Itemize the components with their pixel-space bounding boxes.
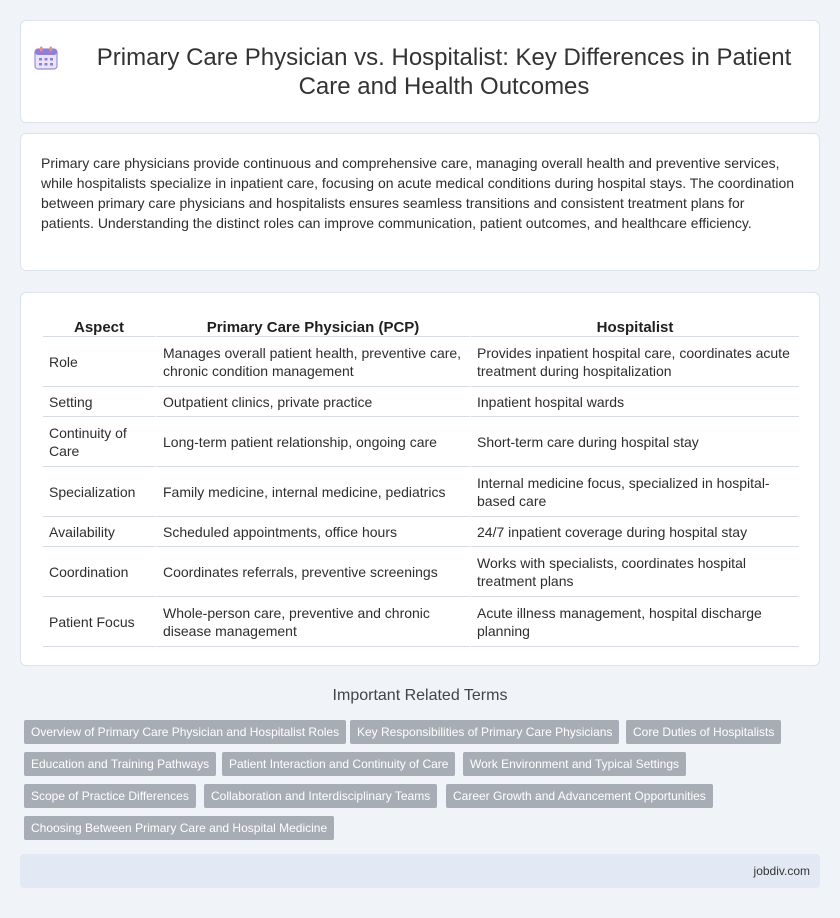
aspect-cell: Availability bbox=[43, 517, 157, 547]
hospitalist-cell: Provides inpatient hospital care, coordinates acute treatment during hospitalization bbox=[471, 337, 799, 387]
intro-card bbox=[20, 133, 820, 271]
table-row bbox=[43, 387, 799, 417]
intro-paragraph: Primary care physicians provide continuous and comprehensive care, managing overall health and preventive services, while hospitalists specialize in inpatient care, focusing on acute medical conditions during hospital stays. The coordination between primary care physicians and hospitalists ensures seamless transitions and consistent treatment plans for patients. Understanding the distinct roles can improve communication, patient outcomes, and healthcare efficiency. bbox=[41, 155, 795, 231]
related-term-tag[interactable]: Collaboration and Interdisciplinary Teams bbox=[204, 784, 437, 808]
hospitalist-cell: Inpatient hospital wards bbox=[471, 387, 799, 417]
related-term-tag[interactable]: Career Growth and Advancement Opportunities bbox=[446, 784, 713, 808]
hospitalist-cell: Short-term care during hospital stay bbox=[471, 417, 799, 467]
page-title: Primary Care Physician vs. Hospitalist: Key Differences in Patient Care and Health Outcomes bbox=[96, 44, 792, 100]
table-row bbox=[43, 337, 799, 387]
related-terms-heading: Important Related Terms bbox=[332, 687, 508, 704]
comparison-table-card bbox=[20, 292, 820, 666]
aspect-cell: Setting bbox=[43, 387, 157, 417]
header-hospitalist: Hospitalist bbox=[471, 315, 799, 337]
related-term-tag[interactable]: Key Responsibilities of Primary Care Physicians bbox=[350, 720, 619, 744]
related-term-tag[interactable]: Choosing Between Primary Care and Hospital Medicine bbox=[24, 816, 334, 840]
aspect-cell: Role bbox=[43, 337, 157, 387]
comparison-table bbox=[43, 315, 799, 647]
table-row bbox=[43, 417, 799, 467]
pcp-cell: Outpatient clinics, private practice bbox=[157, 387, 471, 417]
calendar-icon bbox=[33, 45, 59, 71]
pcp-cell: Coordinates referrals, preventive screenings bbox=[157, 547, 471, 597]
header-pcp: Primary Care Physician (PCP) bbox=[157, 315, 471, 337]
table-row bbox=[43, 597, 799, 647]
pcp-cell: Family medicine, internal medicine, pediatrics bbox=[157, 467, 471, 517]
hospitalist-cell: Internal medicine focus, specialized in hospital-based care bbox=[471, 467, 799, 517]
footer-site-link[interactable]: jobdiv.com bbox=[753, 864, 810, 878]
hospitalist-cell: 24/7 inpatient coverage during hospital stay bbox=[471, 517, 799, 547]
related-term-tag[interactable]: Work Environment and Typical Settings bbox=[463, 752, 686, 776]
pcp-cell: Whole-person care, preventive and chronic disease management bbox=[157, 597, 471, 647]
pcp-cell: Manages overall patient health, preventive care, chronic condition management bbox=[157, 337, 471, 387]
related-term-tag[interactable]: Core Duties of Hospitalists bbox=[626, 720, 781, 744]
pcp-cell: Scheduled appointments, office hours bbox=[157, 517, 471, 547]
related-term-tag[interactable]: Scope of Practice Differences bbox=[24, 784, 196, 808]
aspect-cell: Continuity of Care bbox=[43, 417, 157, 467]
aspect-cell: Patient Focus bbox=[43, 597, 157, 647]
aspect-cell: Coordination bbox=[43, 547, 157, 597]
table-row bbox=[43, 467, 799, 517]
header-aspect: Aspect bbox=[43, 315, 157, 337]
table-row bbox=[43, 547, 799, 597]
hospitalist-cell: Works with specialists, coordinates hospital treatment plans bbox=[471, 547, 799, 597]
related-term-tag[interactable]: Overview of Primary Care Physician and Hospitalist Roles bbox=[24, 720, 346, 744]
pcp-cell: Long-term patient relationship, ongoing care bbox=[157, 417, 471, 467]
related-term-tag[interactable]: Education and Training Pathways bbox=[24, 752, 216, 776]
table-row bbox=[43, 517, 799, 547]
hospitalist-cell: Acute illness management, hospital discharge planning bbox=[471, 597, 799, 647]
header-card bbox=[20, 20, 820, 123]
footer bbox=[20, 854, 820, 888]
aspect-cell: Specialization bbox=[43, 467, 157, 517]
related-term-tag[interactable]: Patient Interaction and Continuity of Care bbox=[222, 752, 455, 776]
